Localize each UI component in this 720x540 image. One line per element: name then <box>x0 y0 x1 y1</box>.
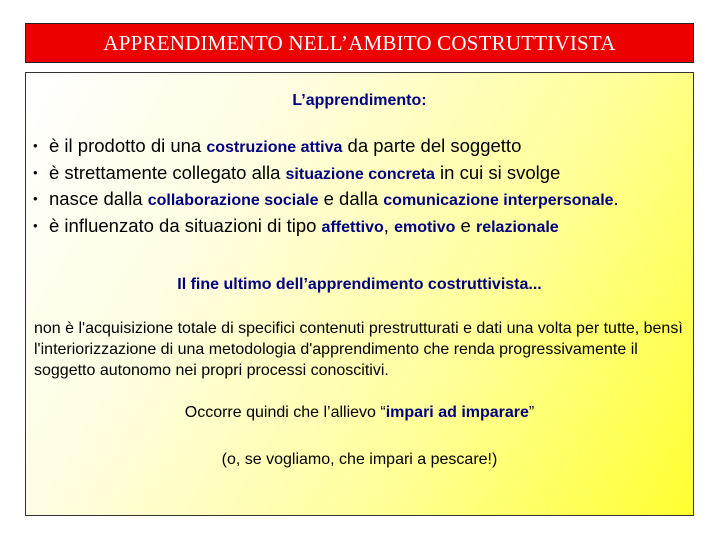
bullet-text: , <box>383 214 395 236</box>
bullet-emphasis: situazione concreta <box>285 165 435 183</box>
bullet-item <box>33 186 619 213</box>
bullet-item <box>33 160 619 187</box>
bullet-emphasis: relazionale <box>475 218 559 236</box>
note-line: (o, se vogliamo, che impari a pescare!) <box>221 451 498 468</box>
conclusion-text-after: ” <box>528 404 535 421</box>
slide-title: APPRENDIMENTO NELL’AMBITO COSTRUTTIVISTA <box>103 30 616 55</box>
learning-heading: L’apprendimento: <box>292 92 427 109</box>
bullet-marker: • <box>33 217 38 233</box>
bullet-text: da parte del soggetto <box>342 135 522 156</box>
bullet-emphasis: comunicazione interpersonale <box>383 192 614 209</box>
bullet-item <box>33 213 619 240</box>
bullet-text: e dalla <box>318 188 384 209</box>
bullet-text: è influenzato da situazioni di tipo <box>49 214 322 236</box>
bullet-text: è il prodotto di una <box>49 135 207 156</box>
bullet-emphasis: costruzione attiva <box>206 139 343 156</box>
bullet-item <box>33 133 619 160</box>
bullet-emphasis: collaborazione sociale <box>147 192 319 209</box>
bullet-marker: • <box>33 138 38 153</box>
bullet-marker: • <box>33 164 38 180</box>
bullet-text: e <box>455 214 476 236</box>
bullet-marker: • <box>33 191 38 206</box>
conclusion-emphasis: impari ad imparare <box>385 404 529 421</box>
bullet-text: nasce dalla <box>49 188 148 209</box>
conclusion-line <box>26 404 693 422</box>
slide-title-bar <box>25 23 694 63</box>
bullet-text: . <box>613 188 619 209</box>
learning-bullet-list <box>33 133 619 239</box>
bullet-emphasis: affettivo <box>321 218 384 236</box>
bullet-emphasis: emotivo <box>394 218 456 236</box>
bullet-text: in cui si svolge <box>434 161 561 183</box>
content-panel <box>25 72 694 516</box>
goal-heading: Il fine ultimo dell’apprendimento costruttivista... <box>177 276 542 293</box>
conclusion-text-before: Occorre quindi che l’allievo “ <box>184 404 386 421</box>
goal-paragraph: non è l'acquisizione totale di specifici contenuti prestrutturati e dati una volta per tutte, bensì l'interiorizzazione di una metodologia d'apprendimento che renda progressivamente il soggetto autonomo nei propri processi conoscitivi. <box>34 320 683 379</box>
bullet-text: è strettamente collegato alla <box>49 161 286 183</box>
